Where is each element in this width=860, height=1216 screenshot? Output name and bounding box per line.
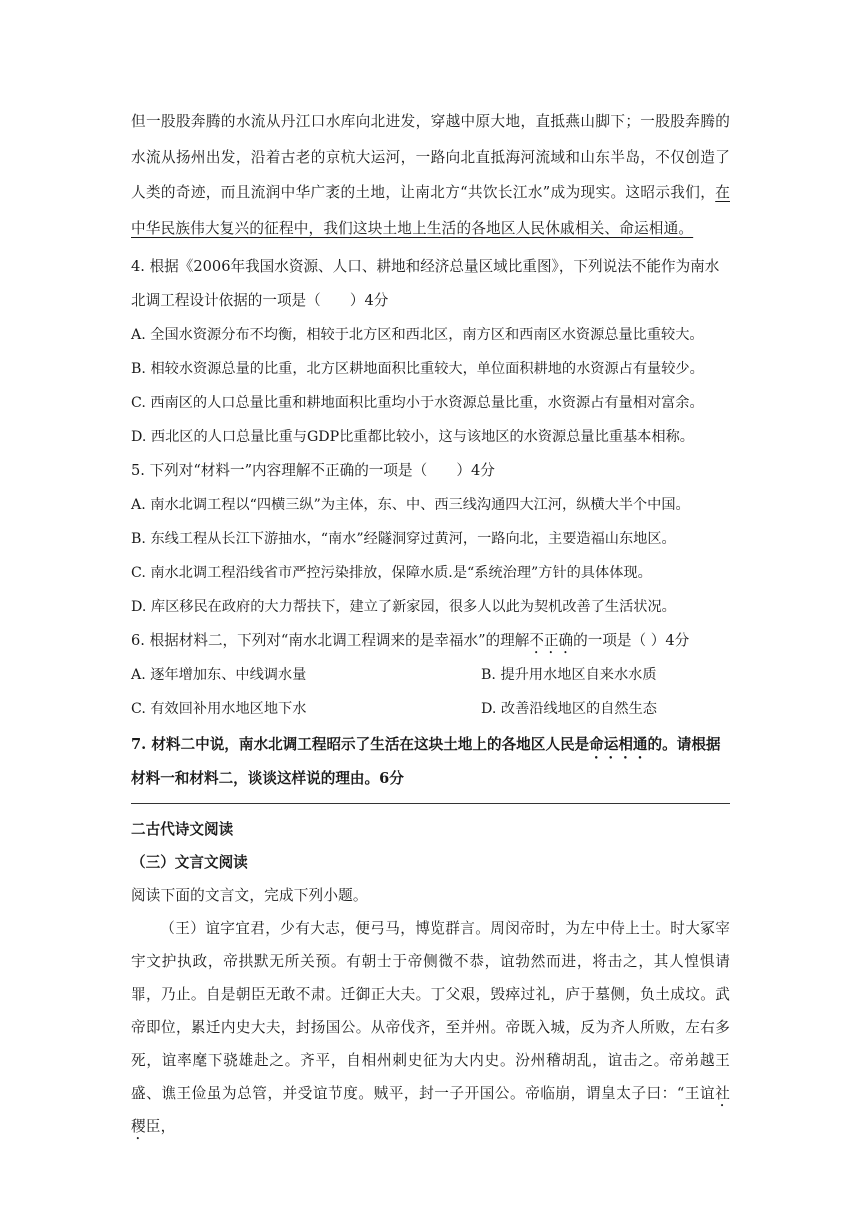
question-5 [131, 454, 730, 624]
question-5-stem: 5. 下列对“材料一”内容理解不正确的一项是（ ）4分 [131, 462, 495, 479]
question-4-option-d: D. 西北区的人口总量比重与GDP比重都比较小，这与该地区的水资源总量比重基本相称。 [131, 429, 694, 445]
question-6-stem: 6. 根据材料二，下列对“南水北调工程调来的是幸福水”的理解不正确的一项是（ ）4分 [131, 632, 690, 649]
question-6-option-a: A. 逐年增加东、中线调水量 [131, 667, 307, 683]
question-6-option-b: B. 提升用水地区自来水水质 [481, 667, 657, 683]
question-4-stem: 4. 根据《2006年我国水资源、人口、耕地和经济总量区域比重图》，下列说法不能作为南水北调工程设计依据的一项是（ ）4分 [131, 258, 720, 309]
emphasized-text: 社稷 [131, 1085, 730, 1135]
question-6-option-d: D. 改善沿线地区的自然生态 [481, 701, 657, 717]
section-instruction: 阅读下面的文言文，完成下列小题。 [131, 887, 368, 904]
question-4-option-b: B. 相较水资源总量的比重，北方区耕地面积比重较大，单位面积耕地的水资源占有量较少。 [131, 361, 704, 377]
classical-chinese-section [131, 813, 730, 1143]
question-6-options-row-1 [131, 658, 730, 692]
emphasized-text: 命运相通 [589, 736, 648, 753]
section-subtitle: （三）文言文阅读 [131, 854, 248, 871]
section-divider [131, 803, 730, 804]
question-6-option-c: C. 有效回补用水地区地下水 [131, 701, 307, 717]
question-5-option-a: A. 南水北调工程以“四横三纵”为主体，东、中、西三线沟通四大江河，纵横大半个中国。 [131, 497, 690, 513]
question-4 [131, 250, 730, 454]
emphasized-text: 不正确 [529, 632, 574, 649]
question-6-options-row-2 [131, 692, 730, 726]
question-7: 7. 材料二中说，南水北调工程昭示了生活在这块土地上的各地区人民是命运相通的。请根据材料一和材料二，谈谈这样说的理由。6分 [131, 736, 721, 787]
reading-material [131, 104, 730, 795]
question-5-option-c: C. 南水北调工程沿线省市严控污染排放，保障水质.是“系统治理”方针的具体体现。 [131, 565, 652, 581]
question-5-option-b: B. 东线工程从长江下游抽水，“南水”经隧洞穿过黄河，一路向北，主要造福山东地区。 [131, 531, 676, 547]
question-5-option-d: D. 库区移民在政府的大力帮扶下，建立了新家园，很多人以此为契机改善了生活状况。 [131, 599, 676, 615]
question-4-option-a: A. 全国水资源分布不均衡，相较于北方区和西北区，南方区和西南区水资源总量比重较大。 [131, 327, 704, 343]
section-title: 二古代诗文阅读 [131, 821, 234, 838]
passage-intro: 但一股股奔腾的水流从丹江口水库向北进发，穿越中原大地，直抵燕山脚下；一股股奔腾的水流从扬州出发，沿着古老的京杭大运河，一路向北直抵海河流域和山东半岛，不仅创造了人类的奇迹，而且流润中华广袤的土地，让南北方“共饮长江水”成为现实。这昭示我们，在中华民族伟大复兴的征程中，我们这块土地上生活的各地区人民休戚相关、命运相通。 [131, 113, 730, 237]
question-6 [131, 624, 730, 726]
classical-passage: （王）谊字宜君，少有大志，便弓马，博览群言。周闵帝时，为左中侍上士。时大冢宰宇文护执政，帝拱默无所关预。有朝士于帝侧微不恭，谊勃然而进，将击之，其人惶惧请罪，乃止。自是朝臣无敢不肃。迁御正大夫。丁父艰，毁瘁过礼，庐于墓侧，负土成坟。武帝即位，累迁内史大夫，封扬国公。从帝伐齐，至并州。帝既入城，反为齐人所败，左右多死，谊率麾下骁雄赴之。齐平，自相州刺史征为大内史。汾州稽胡乱，谊击之。帝弟越王盛、谯王俭虽为总管，并受谊节度。贼平，封一子开国公。帝临崩，谓皇太子曰：“王谊社稷臣， [131, 920, 730, 1135]
question-4-option-c: C. 西南区的人口总量比重和耕地面积比重均小于水资源总量比重，水资源占有量相对富余。 [131, 395, 704, 411]
underlined-sentence: 在中华民族伟大复兴的征程中，我们这块土地上生活的各地区人民休戚相关、命运相通。 [131, 184, 730, 237]
